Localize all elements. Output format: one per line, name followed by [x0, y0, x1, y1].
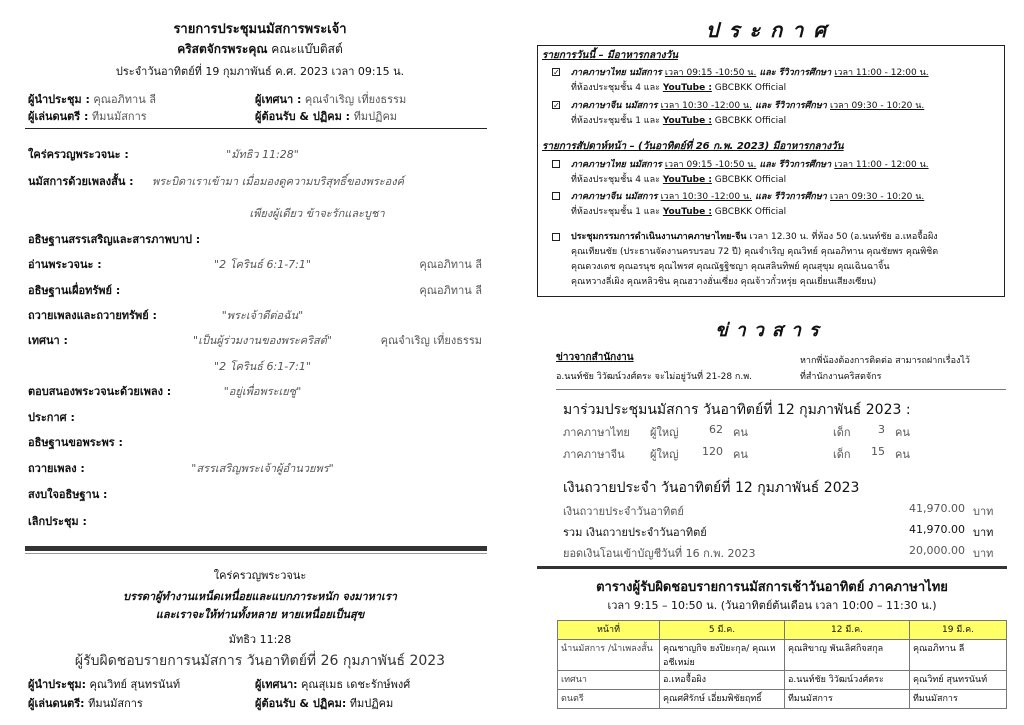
office-heading: ข่าวจากสำนักงาน [556, 352, 634, 363]
service-time: เวลา 10:30 -12:00 น. [660, 192, 753, 202]
adult-label: ผู้ใหญ่ [650, 426, 679, 439]
order-person: คุณอภิทาน ลี [419, 284, 482, 297]
offering-label: รวม เงินถวายประจำวันอาทิตย์ [563, 526, 707, 539]
order-label: ประกาศ : [28, 411, 75, 424]
item-line-1 [571, 98, 924, 112]
next-leader-label: ผู้นำประชุม: [28, 678, 87, 691]
meeting-line-1 [571, 229, 938, 243]
announce-heading: ประกาศ [705, 18, 837, 42]
usher-line [255, 107, 397, 125]
program-title: รายการประชุมนมัสการพระเจ้า [173, 22, 347, 37]
order-detail: "อยู่เพื่อพระเยซู" [223, 385, 302, 398]
review-label: และ รีวิวการศึกษา [752, 192, 830, 202]
duty-person: อ.นนท์ชัย วิวัฒน์วงศ์ตระ [785, 671, 910, 690]
service-label: ภาคภาษาจีน นมัสการ [571, 101, 661, 111]
review-label: และ รีวิวการศึกษา [756, 160, 835, 170]
next-usher-label: ผู้ต้อนรับ & ปฏิคม: [255, 697, 347, 710]
thick-divider [25, 546, 487, 551]
duty-person: คุณอภิทาน ลี [910, 640, 1007, 671]
verse-ref: มัทธิว 11:28 [228, 633, 292, 646]
duty-person: ทีมนมัสการ [785, 690, 910, 709]
order-detail: "2 โครินธ์ 6:1-7:1" [214, 258, 311, 271]
offering-heading: เงินถวายประจำ วันอาทิตย์ที่ 12 กุมภาพันธ์ 2023 [563, 480, 860, 496]
room-text: ที่ห้องประชุมชั้น 4 และ [571, 83, 663, 93]
duty-person: ทีมนมัสการ [910, 690, 1007, 709]
attendance-heading: มาร่วมประชุมนมัสการ วันอาทิตย์ที่ 12 กุมภาพันธ์ 2023 : [563, 402, 911, 418]
unit: คน [733, 448, 748, 461]
offering-amount: 20,000.00 [909, 544, 965, 557]
next-preacher-value: คุณสุเมธ เดชะรักษ์พงศ์ [297, 678, 411, 691]
attendance-group: ภาคภาษาจีน [563, 448, 625, 461]
currency-unit: บาท [973, 526, 994, 539]
currency-unit: บาท [973, 505, 994, 518]
order-label: อธิษฐานเผื่อทรัพย์ : [28, 284, 121, 297]
adult-count: 120 [702, 445, 723, 458]
divider [25, 128, 487, 129]
usher-value: ทีมปฏิคม [350, 110, 398, 123]
music-label: ผู้เล่นดนตรี : [28, 110, 89, 123]
channel-name: GBCBKK Official [711, 207, 787, 217]
table-row [558, 690, 1007, 709]
table-header-row [558, 621, 1007, 640]
item-line-2 [571, 172, 786, 186]
adult-label: ผู้ใหญ่ [650, 448, 679, 461]
duty-person: คุณวิทย์ สุนทรนันท์ [910, 671, 1007, 690]
meeting-line-4: คุณหวางลี่เผิง คุณหลิวชิน คุณฮวางฮั่นเซี่ยง คุณจ้าวกั๋วหรุ่ย คุณเยี่ยนเสียงเซียน) [571, 277, 877, 287]
today-heading: รายการวันนี้ – มีอาหารกลางวัน [542, 50, 679, 61]
table-row [558, 640, 1007, 671]
column-header: 5 มี.ค. [660, 621, 785, 640]
offering-amount: 41,970.00 [909, 502, 965, 515]
duty-person: คุณศศิรักษ์ เอี่ยมพิชัยฤทธิ์ [660, 690, 785, 709]
youtube-link[interactable]: YouTube : [662, 207, 712, 217]
duty-person: คุณสิขาญ พันเลิศกิจสกุล [785, 640, 910, 671]
channel-name: GBCBKK Official [711, 83, 787, 93]
room-text: ที่ห้องประชุมชั้น 1 และ [571, 116, 663, 126]
order-label: ตอบสนองพระวจนะด้วยเพลง : [28, 385, 172, 398]
divider [25, 553, 487, 554]
unit: คน [895, 448, 910, 461]
item-line-2 [571, 80, 786, 94]
duty-role: เทศนา [558, 671, 660, 690]
review-time: เวลา 09:30 - 10:20 น. [830, 192, 925, 202]
church-name [30, 40, 490, 59]
order-label: นมัสการด้วยเพลงสั้น : [28, 175, 134, 188]
currency-unit: บาท [973, 547, 994, 560]
order-detail: "มัทธิว 11:28" [226, 148, 299, 161]
next-week-title: ผู้รับผิดชอบรายการนมัสการ วันอาทิตย์ที่ 26 กุมภาพันธ์ 2023 [74, 653, 446, 669]
music-value: ทีมนมัสการ [88, 110, 147, 123]
service-time: เวลา 10:30 -12:00 น. [660, 101, 753, 111]
next-music-line [28, 694, 143, 712]
offering-label: ยอดเงินโอนเข้าบัญชีวันที่ 16 ก.พ. 2023 [563, 547, 756, 560]
order-detail: "2 โครินธ์ 6:1-7:1" [214, 360, 311, 373]
service-time: เวลา 09:15 -10:50 น. [664, 160, 757, 170]
child-count: 3 [878, 423, 885, 436]
child-label: เด็ก [833, 448, 851, 461]
church-name-rest: คณะแบ๊บติสต์ [267, 42, 343, 56]
checkbox[interactable]: ✓ [553, 101, 560, 110]
service-time: เวลา 09:15 -10:50 น. [664, 68, 757, 78]
adult-count: 62 [709, 423, 723, 436]
youtube-link[interactable]: YouTube : [662, 83, 712, 93]
duty-role: ดนตรี [558, 690, 660, 709]
leader-value: คุณอภิทาน ลี [89, 93, 156, 106]
column-header: 12 มี.ค. [785, 621, 910, 640]
news-heading: ข่าวสาร [715, 320, 827, 341]
next-music-label: ผู้เล่นดนตรี: [28, 697, 85, 710]
order-detail: "สรรเสริญพระเจ้าผู้อำนวยพร" [191, 462, 334, 475]
channel-name: GBCBKK Official [711, 175, 787, 185]
youtube-link[interactable]: YouTube : [662, 116, 712, 126]
order-label: อธิษฐานสรรเสริญและสารภาพบาป : [28, 233, 201, 246]
music-line [28, 107, 147, 125]
service-label: ภาคภาษาจีน นมัสการ [571, 192, 661, 202]
checkbox[interactable] [552, 160, 560, 168]
verse-line-1: บรรดาผู้ทำงานเหน็ดเหนื่อยและแบกภาระหนัก จงมาหาเรา [123, 590, 397, 603]
preacher-label: ผู้เทศนา : [255, 93, 302, 106]
child-count: 15 [871, 445, 885, 458]
next-usher-value: ทีมปฏิคม [346, 697, 394, 710]
duty-role: นำนมัสการ /นำเพลงสั้น [558, 640, 660, 671]
verse-heading: ใคร่ครวญพระวจนะ [213, 569, 307, 582]
order-detail: พระบิดาเราเข้ามา เมื่อมองดูความบริสุทธิ์ของพระองค์ [152, 175, 405, 188]
order-label: เลิกประชุม : [28, 515, 87, 528]
order-label: ถวายเพลงและถวายทรัพย์ : [28, 309, 157, 322]
order-label: สงบใจอธิษฐาน : [28, 488, 108, 501]
duty-table [557, 620, 1007, 709]
offering-amount: 41,970.00 [909, 523, 965, 536]
duty-subtitle: เวลา 9:15 – 10:50 น. (วันอาทิตย์ต้นเดือน เวลา 10:00 – 11:30 น.) [607, 599, 937, 612]
order-detail: "เป็นผู้ร่วมงานของพระคริสต์" [193, 334, 332, 347]
room-text: ที่ห้องประชุมชั้น 4 และ [571, 175, 663, 185]
meeting-line-2: คุณเทียนชัย (ประธานจัดงานครบรอบ 72 ปี) คุณจำเริญ คุณวิทย์ คุณอภิทาน คุณชัยพร คุณพิชิต [571, 247, 939, 257]
thick-divider [537, 566, 1007, 569]
service-label: ภาคภาษาไทย นมัสการ [571, 68, 665, 78]
next-leader-line [28, 675, 180, 693]
next-preacher-label: ผู้เทศนา: [255, 678, 298, 691]
column-header: 19 มี.ค. [910, 621, 1007, 640]
channel-name: GBCBKK Official [711, 116, 787, 126]
preacher-line [255, 90, 406, 108]
meeting-line-3: คุณดวงเดช คุณอรนุช คุณไพรศ คุณณัฐฐิชญา คุณสลินทิพย์ คุณสุขุม คุณเฉินฉาจิ้น [571, 262, 890, 272]
review-time: เวลา 11:00 - 12:00 น. [834, 68, 929, 78]
next-leader-value: คุณวิทย์ สุนทรนันท์ [86, 678, 181, 691]
item-line-1 [571, 189, 924, 203]
table-row [558, 671, 1007, 690]
attendance-group: ภาคภาษาไทย [563, 426, 630, 439]
service-date: ประจำวันอาทิตย์ที่ 19 กุมภาพันธ์ ค.ศ. 2023 เวลา 09:15 น. [115, 65, 405, 78]
offering-label: เงินถวายประจำวันอาทิตย์ [563, 505, 684, 518]
office-line: อ.นนท์ชัย วิวัฒน์วงศ์ตระ จะไม่อยู่วันที่ 21-28 ก.พ. [556, 372, 753, 382]
review-time: เวลา 09:30 - 10:20 น. [830, 101, 925, 111]
checkbox[interactable]: ✓ [553, 68, 560, 77]
office-note-1: หากพี่น้องต้องการติดต่อ สามารถฝากเรื่องไว้ [800, 356, 970, 366]
item-line-1 [571, 65, 929, 79]
room-text: ที่ห้องประชุมชั้น 1 และ [571, 207, 663, 217]
youtube-link[interactable]: YouTube : [662, 175, 712, 185]
duty-person: คุณชาญกิจ ยงปิยะกุล/ คุณเหอชีเหม่ย [660, 640, 785, 671]
item-line-2 [571, 113, 786, 127]
usher-label: ผู้ต้อนรับ & ปฏิคม : [255, 110, 351, 123]
item-line-2 [571, 204, 786, 218]
order-person: คุณอภิทาน ลี [419, 258, 482, 271]
checkbox[interactable] [552, 233, 560, 241]
leader-line [28, 90, 156, 108]
verse-line-2: และเราจะให้ท่านทั้งหลาย หายเหนื่อยเป็นสุข [155, 608, 365, 621]
order-label: อ่านพระวจนะ : [28, 258, 102, 271]
child-label: เด็ก [833, 426, 851, 439]
unit: คน [895, 426, 910, 439]
leader-label: ผู้นำประชุม : [28, 93, 90, 106]
order-detail: "พระเจ้าดีต่อฉัน" [221, 309, 304, 322]
column-header: หน้าที่ [558, 621, 660, 640]
order-label: ถวายเพลง : [28, 462, 85, 475]
order-label: ใคร่ครวญพระวจนะ : [28, 148, 129, 161]
duty-title: ตารางผู้รับผิดชอบรายการนมัสการเช้าวันอาทิตย์ ภาคภาษาไทย [596, 580, 948, 595]
preacher-value: คุณจำเริญ เที่ยงธรรม [301, 93, 407, 106]
service-label: ภาคภาษาไทย นมัสการ [571, 160, 665, 170]
unit: คน [733, 426, 748, 439]
order-person: คุณจำเริญ เที่ยงธรรม [380, 334, 482, 347]
church-name-bold: คริสตจักรพระคุณ [177, 42, 268, 56]
review-time: เวลา 11:00 - 12:00 น. [834, 160, 929, 170]
next-usher-line [255, 694, 393, 712]
next-music-value: ทีมนมัสการ [84, 697, 143, 710]
meeting-title: ประชุมกรรมการดำเนินงานภาคภาษาไทย-จีน [571, 232, 747, 242]
review-label: และ รีวิวการศึกษา [756, 68, 835, 78]
review-label: และ รีวิวการศึกษา [752, 101, 830, 111]
item-line-1 [571, 157, 929, 171]
order-detail: เพียงผู้เดียว ข้าจะรักและบูชา [249, 207, 385, 220]
next-week-heading: รายการสัปดาห์หน้า – (วันอาทิตย์ที่ 26 ก.พ. 2023) มีอาหารกลางวัน [542, 141, 844, 152]
office-note-2: ที่สำนักงานคริสตจักร [800, 372, 882, 382]
checkbox[interactable] [552, 192, 560, 200]
duty-person: อ.เหอจื้อผิง [660, 671, 785, 690]
order-label: เทศนา : [28, 334, 68, 347]
divider [556, 389, 1006, 390]
meeting-detail: เวลา 12.30 น. ที่ห้อง 50 (อ.นนท์ชัย อ.เหอจื้อผิง [746, 232, 938, 242]
order-label: อธิษฐานขอพระพร : [28, 436, 123, 449]
next-preacher-line [255, 675, 410, 693]
